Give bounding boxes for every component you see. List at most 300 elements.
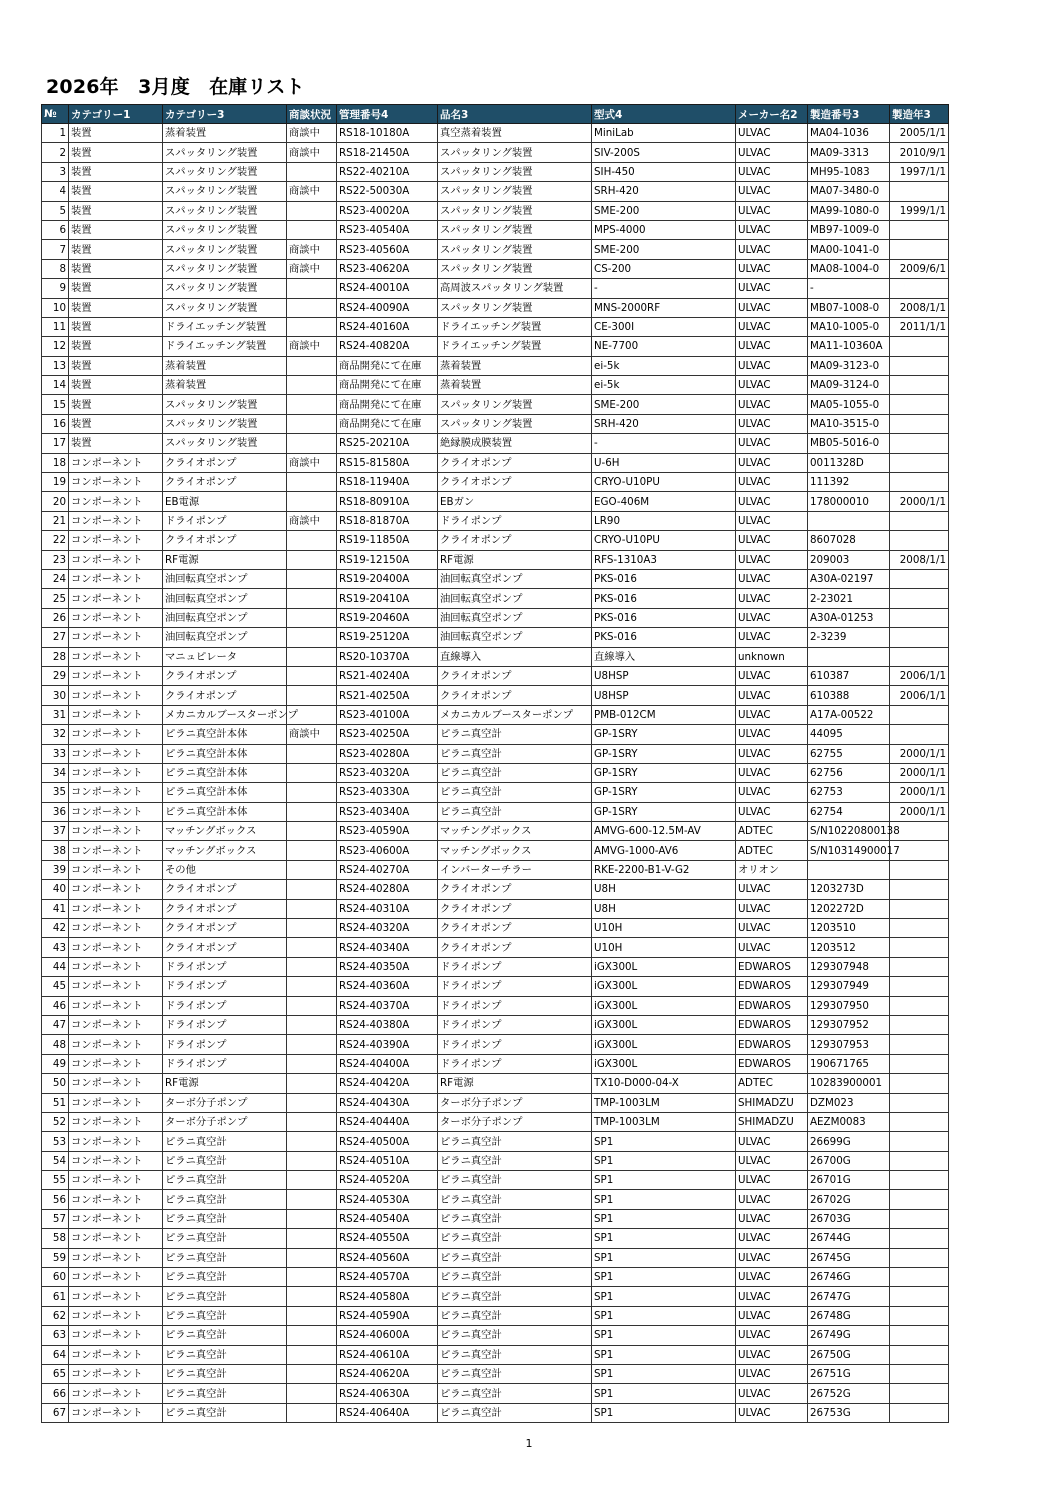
table-row [42,1054,949,1073]
col-no-cell: 28 [42,647,69,666]
col-manufacture-year-cell [890,414,949,433]
col-model-cell: EGO-406M [592,492,736,511]
col-serial-number-cell: MA07-3480-0 [808,182,890,201]
col-serial-number-cell: MA04-1036 [808,124,890,143]
col-maker-cell: ADTEC [736,841,808,860]
col-maker-cell: ULVAC [736,938,808,957]
col-product-name-cell: RF電源 [438,550,592,569]
table-row [42,550,949,569]
col-no-cell: 49 [42,1054,69,1073]
table-header-row [42,105,949,124]
col-control-number-cell: RS18-21450A [337,143,438,162]
table-row [42,957,949,976]
col-category1-cell: コンポーネント [69,919,163,938]
col-product-name-cell: マッチングボックス [438,841,592,860]
col-maker-cell: ULVAC [736,1209,808,1228]
col-model-cell: PKS-016 [592,589,736,608]
col-manufacture-year-cell [890,1151,949,1170]
col-no-cell: 12 [42,337,69,356]
col-product-name-cell: スパッタリング装置 [438,201,592,220]
col-serial-number-cell: A30A-01253 [808,608,890,627]
col-manufacture-year-cell [890,220,949,239]
col-product-name-cell: ピラニ真空計 [438,1306,592,1325]
col-category3-cell: マッチングボックス [163,841,287,860]
col-maker-cell: ULVAC [736,1268,808,1287]
col-control-number-cell: RS24-40270A [337,860,438,879]
col-no-cell: 22 [42,531,69,550]
col-maker-cell: オリオン [736,860,808,879]
col-category1-cell: 装置 [69,240,163,259]
col-model-cell: ei-5k [592,356,736,375]
table-row [42,1345,949,1364]
table-row [42,1403,949,1422]
table-row [42,124,949,143]
col-manufacture-year-cell: 2006/1/1 [890,686,949,705]
col-category1-cell: コンポーネント [69,1015,163,1034]
col-control-number-cell: 商品開発にて在庫 [337,356,438,375]
col-category3-header: カテゴリー3 [163,105,287,124]
col-category1-cell: コンポーネント [69,550,163,569]
col-control-number-cell: RS24-40580A [337,1287,438,1306]
col-maker-cell: EDWAROS [736,1054,808,1073]
col-negotiation-status-cell: 商談中 [287,337,337,356]
col-model-cell: ei-5k [592,376,736,395]
col-maker-cell: ULVAC [736,1287,808,1306]
col-serial-number-cell: 1202272D [808,899,890,918]
col-manufacture-year-cell [890,628,949,647]
col-negotiation-status-cell [287,1132,337,1151]
col-product-name-cell: ピラニ真空計 [438,1287,592,1306]
col-no-cell: 62 [42,1306,69,1325]
col-category3-cell: ピラニ真空計本体 [163,744,287,763]
col-negotiation-status-cell [287,763,337,782]
col-category1-cell: コンポーネント [69,957,163,976]
col-serial-number-cell: 26701G [808,1171,890,1190]
col-manufacture-year-cell [890,1306,949,1325]
col-product-name-cell: ピラニ真空計 [438,744,592,763]
col-manufacture-year-cell [890,899,949,918]
col-serial-number-cell: 129307948 [808,957,890,976]
col-serial-number-cell: 26753G [808,1403,890,1422]
col-control-number-cell: RS24-40360A [337,977,438,996]
table-row [42,705,949,724]
col-negotiation-status-cell [287,1054,337,1073]
col-maker-cell: ULVAC [736,473,808,492]
col-product-name-cell: ピラニ真空計 [438,802,592,821]
col-maker-cell: EDWAROS [736,1035,808,1054]
col-negotiation-status-cell [287,414,337,433]
col-manufacture-year-cell [890,434,949,453]
col-serial-number-cell: 62756 [808,763,890,782]
col-category1-cell: コンポーネント [69,511,163,530]
col-category1-cell: コンポーネント [69,977,163,996]
col-maker-cell: EDWAROS [736,977,808,996]
col-control-number-cell: RS25-20210A [337,434,438,453]
col-negotiation-status-cell: 商談中 [287,143,337,162]
col-model-cell: MPS-4000 [592,220,736,239]
col-category1-cell: コンポーネント [69,880,163,899]
col-serial-number-cell: S/N10314900017 [808,841,890,860]
col-maker-cell: ULVAC [736,259,808,278]
col-control-number-cell: RS21-40250A [337,686,438,705]
col-product-name-cell: クライオポンプ [438,473,592,492]
col-model-cell: TMP-1003LM [592,1112,736,1131]
col-category1-cell: 装置 [69,182,163,201]
col-negotiation-status-cell [287,317,337,336]
col-serial-number-cell: 26749G [808,1326,890,1345]
col-control-number-cell: RS23-40620A [337,259,438,278]
col-category1-cell: 装置 [69,317,163,336]
col-manufacture-year-cell [890,608,949,627]
col-serial-number-cell: MA10-1005-0 [808,317,890,336]
col-category1-cell: コンポーネント [69,686,163,705]
col-product-name-cell: ピラニ真空計 [438,1384,592,1403]
col-manufacture-year-cell [890,938,949,957]
col-maker-cell: ULVAC [736,298,808,317]
col-model-cell: SME-200 [592,395,736,414]
col-control-number-cell: RS23-40330A [337,783,438,802]
col-category1-cell: コンポーネント [69,589,163,608]
col-serial-number-cell: MB07-1008-0 [808,298,890,317]
col-negotiation-status-cell [287,666,337,685]
table-row [42,511,949,530]
col-maker-cell: ULVAC [736,453,808,472]
col-category1-cell: コンポーネント [69,453,163,472]
table-row [42,1132,949,1151]
col-category3-cell: ピラニ真空計 [163,1326,287,1345]
col-maker-cell: ULVAC [736,744,808,763]
col-product-name-cell: クライオポンプ [438,938,592,957]
col-manufacture-year-cell [890,589,949,608]
col-product-name-cell: ピラニ真空計 [438,1171,592,1190]
col-control-number-cell: RS23-40600A [337,841,438,860]
table-row [42,1365,949,1384]
col-category1-cell: 装置 [69,434,163,453]
col-no-cell: 42 [42,919,69,938]
col-control-number-cell: RS24-40420A [337,1074,438,1093]
col-category1-cell: 装置 [69,220,163,239]
col-product-name-cell: ドライポンプ [438,996,592,1015]
table-row [42,860,949,879]
col-product-name-cell: スパッタリング装置 [438,143,592,162]
col-negotiation-status-cell [287,899,337,918]
col-category1-cell: コンポーネント [69,492,163,511]
col-negotiation-status-cell [287,628,337,647]
col-control-number-cell: RS18-11940A [337,473,438,492]
col-product-name-cell: ドライポンプ [438,511,592,530]
col-control-number-cell: RS24-40600A [337,1326,438,1345]
col-model-cell: iGX300L [592,1054,736,1073]
col-control-number-cell: RS18-81870A [337,511,438,530]
col-negotiation-status-cell [287,1365,337,1384]
col-maker-cell: ULVAC [736,124,808,143]
col-manufacture-year-cell [890,240,949,259]
table-row [42,666,949,685]
col-category3-cell: ピラニ真空計 [163,1345,287,1364]
col-category1-cell: コンポーネント [69,1151,163,1170]
col-category3-cell: ピラニ真空計 [163,1229,287,1248]
col-negotiation-status-cell [287,647,337,666]
col-product-name-cell: RF電源 [438,1074,592,1093]
col-control-number-cell: RS19-12150A [337,550,438,569]
col-serial-number-cell: 129307952 [808,1015,890,1034]
table-row [42,492,949,511]
col-category1-cell: コンポーネント [69,1171,163,1190]
col-no-cell: 11 [42,317,69,336]
col-no-cell: 13 [42,356,69,375]
col-maker-cell: ULVAC [736,356,808,375]
col-product-name-header: 品名3 [438,105,592,124]
col-manufacture-year-cell [890,1074,949,1093]
col-maker-cell: ULVAC [736,1229,808,1248]
col-negotiation-status-cell [287,783,337,802]
col-control-number-cell: RS21-40240A [337,666,438,685]
col-product-name-cell: ターボ分子ポンプ [438,1112,592,1131]
col-serial-number-cell: MA11-10360A [808,337,890,356]
col-negotiation-status-cell [287,1403,337,1422]
col-category3-cell: クライオポンプ [163,880,287,899]
col-maker-cell: ULVAC [736,783,808,802]
col-serial-number-cell: MA05-1055-0 [808,395,890,414]
col-category1-cell: 装置 [69,395,163,414]
col-negotiation-status-cell [287,686,337,705]
col-product-name-cell: ピラニ真空計 [438,783,592,802]
col-model-cell: AMVG-1000-AV6 [592,841,736,860]
col-no-cell: 15 [42,395,69,414]
col-serial-number-cell [808,647,890,666]
col-no-cell: 44 [42,957,69,976]
col-category3-cell: スパッタリング装置 [163,298,287,317]
col-product-name-cell: ピラニ真空計 [438,763,592,782]
col-control-number-cell: RS24-40320A [337,919,438,938]
col-no-cell: 37 [42,822,69,841]
col-model-cell: SME-200 [592,240,736,259]
col-model-cell: SME-200 [592,201,736,220]
col-no-cell: 27 [42,628,69,647]
col-category3-cell: メカニカルブースターポンプ [163,705,287,724]
table-row [42,279,949,298]
col-category1-header: カテゴリー1 [69,105,163,124]
col-serial-number-cell: 190671765 [808,1054,890,1073]
col-product-name-cell: ピラニ真空計 [438,1326,592,1345]
col-category3-cell: スパッタリング装置 [163,143,287,162]
col-control-number-cell: RS24-40570A [337,1268,438,1287]
col-serial-number-cell: 62754 [808,802,890,821]
col-product-name-cell: 蒸着装置 [438,376,592,395]
col-no-cell: 53 [42,1132,69,1151]
col-serial-number-cell: 10283900001 [808,1074,890,1093]
table-row [42,822,949,841]
col-no-cell: 8 [42,259,69,278]
col-maker-cell: ULVAC [736,569,808,588]
col-maker-cell: ULVAC [736,919,808,938]
col-category3-cell: スパッタリング装置 [163,240,287,259]
col-control-number-cell: RS23-40560A [337,240,438,259]
col-manufacture-year-cell: 2000/1/1 [890,802,949,821]
col-serial-number-cell: 610388 [808,686,890,705]
col-no-cell: 2 [42,143,69,162]
col-category3-cell: その他 [163,860,287,879]
col-control-number-cell: RS24-40350A [337,957,438,976]
col-manufacture-year-cell: 2006/1/1 [890,666,949,685]
table-row [42,395,949,414]
col-product-name-cell: 油回転真空ポンプ [438,628,592,647]
col-negotiation-status-cell [287,1384,337,1403]
col-serial-number-cell: 26703G [808,1209,890,1228]
col-category1-cell: コンポーネント [69,899,163,918]
col-no-cell: 29 [42,666,69,685]
col-category1-cell: コンポーネント [69,1054,163,1073]
col-negotiation-status-cell [287,957,337,976]
col-maker-cell: ULVAC [736,705,808,724]
col-control-number-cell: RS24-40310A [337,899,438,918]
col-category3-cell: ピラニ真空計本体 [163,763,287,782]
col-maker-cell: SHIMADZU [736,1093,808,1112]
col-control-number-cell: RS19-20460A [337,608,438,627]
table-row [42,647,949,666]
col-product-name-cell: クライオポンプ [438,880,592,899]
col-manufacture-year-cell [890,1248,949,1267]
col-no-cell: 61 [42,1287,69,1306]
col-category1-cell: 装置 [69,143,163,162]
col-negotiation-status-cell [287,1074,337,1093]
col-control-number-cell: RS24-40280A [337,880,438,899]
col-control-number-cell: RS24-40820A [337,337,438,356]
col-serial-number-cell: MH95-1083 [808,162,890,181]
col-control-number-cell: RS24-40590A [337,1306,438,1325]
table-body [42,124,949,1423]
table-row [42,1035,949,1054]
col-category3-cell: マッチングボックス [163,822,287,841]
col-category3-cell: 油回転真空ポンプ [163,569,287,588]
page-title: 2026年 3月度 在庫リスト [46,76,305,98]
table-row [42,434,949,453]
col-product-name-cell: スパッタリング装置 [438,162,592,181]
table-row [42,259,949,278]
col-control-number-cell: RS24-40400A [337,1054,438,1073]
col-no-cell: 30 [42,686,69,705]
col-serial-number-cell: AEZM0083 [808,1112,890,1131]
col-category1-cell: 装置 [69,356,163,375]
col-no-cell: 38 [42,841,69,860]
table-row [42,414,949,433]
col-category3-cell: クライオポンプ [163,919,287,938]
col-product-name-cell: スパッタリング装置 [438,395,592,414]
table-row [42,1190,949,1209]
col-model-cell: U8H [592,880,736,899]
col-control-number-cell: RS23-40590A [337,822,438,841]
col-product-name-cell: ターボ分子ポンプ [438,1093,592,1112]
col-maker-cell: ULVAC [736,1365,808,1384]
col-model-cell: SP1 [592,1209,736,1228]
col-product-name-cell: ドライポンプ [438,1035,592,1054]
col-control-number-cell: RS23-40320A [337,763,438,782]
col-model-cell: NE-7700 [592,337,736,356]
col-control-number-cell: RS23-40340A [337,802,438,821]
col-manufacture-year-cell [890,376,949,395]
col-no-cell: 18 [42,453,69,472]
table-row [42,182,949,201]
col-category3-cell: ピラニ真空計 [163,1151,287,1170]
table-row [42,938,949,957]
col-negotiation-status-cell: 商談中 [287,182,337,201]
col-category1-cell: 装置 [69,298,163,317]
col-category3-cell: ピラニ真空計 [163,1306,287,1325]
col-product-name-cell: クライオポンプ [438,666,592,685]
col-model-cell: SP1 [592,1171,736,1190]
col-no-cell: 43 [42,938,69,957]
col-category3-cell: クライオポンプ [163,899,287,918]
col-category1-cell: コンポーネント [69,1268,163,1287]
col-negotiation-status-cell [287,1287,337,1306]
table-row [42,220,949,239]
table-row [42,996,949,1015]
table-row [42,977,949,996]
col-negotiation-status-cell: 商談中 [287,240,337,259]
col-manufacture-year-cell [890,1190,949,1209]
col-no-cell: 9 [42,279,69,298]
col-negotiation-status-cell [287,938,337,957]
col-category3-cell: 蒸着装置 [163,124,287,143]
col-category1-cell: コンポーネント [69,1112,163,1131]
col-negotiation-status-cell: 商談中 [287,259,337,278]
col-model-cell: CS-200 [592,259,736,278]
col-category3-cell: ターボ分子ポンプ [163,1112,287,1131]
table-row [42,589,949,608]
table-row [42,783,949,802]
col-no-cell: 17 [42,434,69,453]
col-category3-cell: RF電源 [163,550,287,569]
col-no-cell: 47 [42,1015,69,1034]
col-model-cell: CRYO-U10PU [592,473,736,492]
col-category3-cell: ドライポンプ [163,996,287,1015]
col-serial-number-cell: 1203512 [808,938,890,957]
col-serial-number-cell: MB97-1009-0 [808,220,890,239]
col-model-cell: SIV-200S [592,143,736,162]
col-no-cell: 10 [42,298,69,317]
col-serial-number-cell: 26750G [808,1345,890,1364]
col-serial-number-cell: 26702G [808,1190,890,1209]
col-category1-cell: コンポーネント [69,1326,163,1345]
col-manufacture-year-cell [890,511,949,530]
col-manufacture-year-cell [890,725,949,744]
col-no-cell: 5 [42,201,69,220]
col-product-name-cell: 真空蒸着装置 [438,124,592,143]
table-row [42,919,949,938]
col-model-cell: iGX300L [592,996,736,1015]
col-model-cell: GP-1SRY [592,763,736,782]
col-manufacture-year-cell [890,996,949,1015]
col-maker-cell: ULVAC [736,666,808,685]
col-manufacture-year-cell [890,453,949,472]
col-model-cell: PKS-016 [592,608,736,627]
col-product-name-cell: スパッタリング装置 [438,259,592,278]
col-model-cell: 直線導入 [592,647,736,666]
col-control-number-cell: RS24-40500A [337,1132,438,1151]
col-category1-cell: 装置 [69,414,163,433]
col-serial-number-cell: MA08-1004-0 [808,259,890,278]
table-row [42,569,949,588]
col-negotiation-status-cell: 商談中 [287,124,337,143]
col-serial-number-cell: MA99-1080-0 [808,201,890,220]
col-control-number-cell: RS19-20400A [337,569,438,588]
col-category1-cell: コンポーネント [69,1132,163,1151]
col-manufacture-year-cell [890,1384,949,1403]
col-control-number-cell: RS24-40010A [337,279,438,298]
col-manufacture-year-cell [890,531,949,550]
col-product-name-cell: ドライエッチング装置 [438,317,592,336]
col-category3-cell: クライオポンプ [163,531,287,550]
